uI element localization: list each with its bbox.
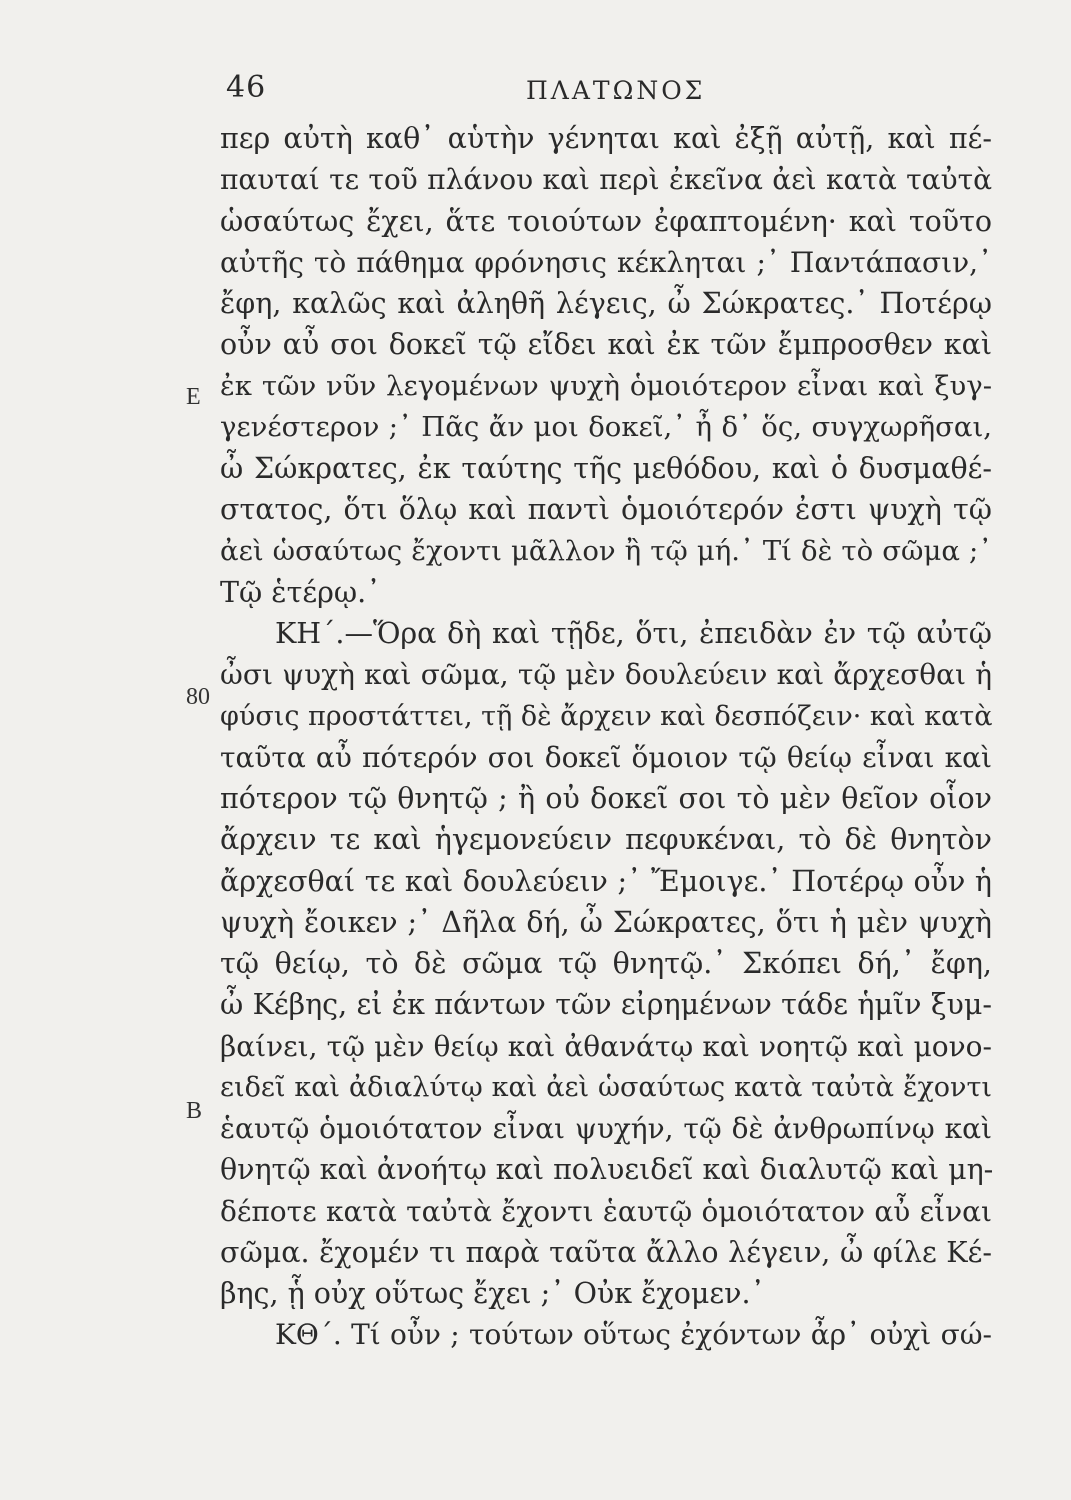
chapter-heading-line: ΚΘ΄. Τί οὖν ; τούτων οὕτως ἐχόντων ἆρ᾽ οὐχὶ σώ- bbox=[275, 1318, 992, 1352]
page-header bbox=[226, 70, 990, 114]
text-line: ὦσι ψυχὴ καὶ σῶμα, τῷ μὲν δουλεύειν καὶ ἄρχεσθαι ἡ bbox=[220, 658, 992, 692]
text-line: φύσις προστάττει, τῇ δὲ ἄρχειν καὶ δεσπόζειν· καὶ κατὰ bbox=[220, 700, 993, 732]
text-line: βαίνει, τῷ μὲν θείῳ καὶ ἀθανάτῳ καὶ νοητῷ καὶ μονο- bbox=[220, 1029, 992, 1063]
text-line: ἔφη, καλῶς καὶ ἀληθῆ λέγεις, ὦ Σώκρατες.᾽ Ποτέρῳ bbox=[220, 287, 992, 320]
text-line: ὦ Σώκρατες, ἐκ ταύτης τῆς μεθόδου, καὶ ὁ δυσμαθέ- bbox=[220, 452, 992, 485]
text-line: ὡσαύτως ἔχει, ἅτε τοιούτων ἐφαπτομένη· καὶ τοῦτο bbox=[220, 204, 992, 238]
text-line: ἀεὶ ὡσαύτως ἔχοντι μᾶλλον ἢ τῷ μή.᾽ Τί δὲ τὸ σῶμα ;᾽ bbox=[220, 534, 992, 567]
text-line: ψυχὴ ἔοικεν ;᾽ Δῆλα δή, ὦ Σώκρατες, ὅτι ἡ μὲν ψυχὴ bbox=[220, 905, 992, 939]
body-text bbox=[220, 118, 992, 1356]
text-line: ὦ Κέβης, εἰ ἐκ πάντων τῶν εἰρημένων τάδε ἡμῖν ξυμ- bbox=[220, 988, 992, 1022]
text-line: σῶμα. ἔχομέν τι παρὰ ταῦτα ἄλλο λέγειν, ὦ φίλε Κέ- bbox=[220, 1235, 992, 1269]
text-line: ἐκ τῶν νῦν λεγομένων ψυχὴ ὁμοιότερον εἶναι καὶ ξυγ- bbox=[220, 369, 992, 402]
text-line: βης, ᾗ οὐχ οὕτως ἔχει ;᾽ Οὐκ ἔχομεν.᾽ bbox=[220, 1277, 765, 1310]
page-number: 46 bbox=[226, 70, 267, 105]
text-line: ειδεῖ καὶ ἀδιαλύτῳ καὶ ἀεὶ ὡσαύτως κατὰ ταὐτὰ ἔχοντι bbox=[220, 1071, 992, 1103]
margin-mark-b: B bbox=[186, 1098, 203, 1124]
text-line: πότερον τῷ θνητῷ ; ἢ οὐ δοκεῖ σοι τὸ μὲν θεῖον οἷον bbox=[220, 782, 992, 815]
chapter-heading-line: ΚΗ΄.—Ὅρα δὴ καὶ τῇδε, ὅτι, ἐπειδὰν ἐν τῷ αὐτῷ bbox=[275, 617, 992, 650]
text-line: ἑαυτῷ ὁμοιότατον εἶναι ψυχήν, τῷ δὲ ἀνθρωπίνῳ καὶ bbox=[220, 1112, 992, 1145]
margin-mark-80: 80 bbox=[186, 684, 210, 710]
text-line: Τῷ ἑτέρῳ.᾽ bbox=[220, 575, 381, 609]
text-line: στατος, ὅτι ὅλῳ καὶ παντὶ ὁμοιότερόν ἐστι ψυχὴ τῷ bbox=[220, 493, 992, 527]
text-line: περ αὐτὴ καθ᾽ αὑτὴν γένηται καὶ ἐξῇ αὐτῇ, καὶ πέ- bbox=[220, 122, 992, 155]
text-line: δέποτε κατὰ ταὐτὰ ἔχοντι ἑαυτῷ ὁμοιότατον αὖ εἶναι bbox=[220, 1194, 992, 1228]
text-line: ἄρχεσθαί τε καὶ δουλεύειν ;᾽ Ἔμοιγε.᾽ Ποτέρῳ οὖν ἡ bbox=[220, 864, 992, 898]
text-line: ταῦτα αὖ πότερόν σοι δοκεῖ ὅμοιον τῷ θείῳ εἶναι καὶ bbox=[220, 740, 992, 774]
margin-mark-e: E bbox=[186, 384, 201, 410]
text-line: θνητῷ καὶ ἀνοήτῳ καὶ πολυειδεῖ καὶ διαλυτῷ καὶ μη- bbox=[220, 1153, 994, 1187]
running-head: ΠΛΑΤΩΝΟΣ bbox=[526, 76, 706, 105]
text-line: οὖν αὖ σοι δοκεῖ τῷ εἴδει καὶ ἐκ τῶν ἔμπροσθεν καὶ bbox=[220, 328, 992, 362]
text-line: γενέστερον ;᾽ Πᾶς ἄν μοι δοκεῖ,᾽ ἦ δ᾽ ὅς, συγχωρῆσαι, bbox=[220, 410, 992, 443]
text-line: ἄρχειν τε καὶ ἡγεμονεύειν πεφυκέναι, τὸ δὲ θνητὸν bbox=[220, 823, 992, 857]
text-line: αὐτῆς τὸ πάθημα φρόνησις κέκληται ;᾽ Παντάπασιν,᾽ bbox=[220, 245, 992, 279]
text-line: παυταί τε τοῦ πλάνου καὶ περὶ ἐκεῖνα ἀεὶ κατὰ ταὐτὰ bbox=[220, 163, 992, 197]
text-line: τῷ θείῳ, τὸ δὲ σῶμα τῷ θνητῷ.᾽ Σκόπει δή,᾽ ἔφη, bbox=[220, 947, 992, 980]
